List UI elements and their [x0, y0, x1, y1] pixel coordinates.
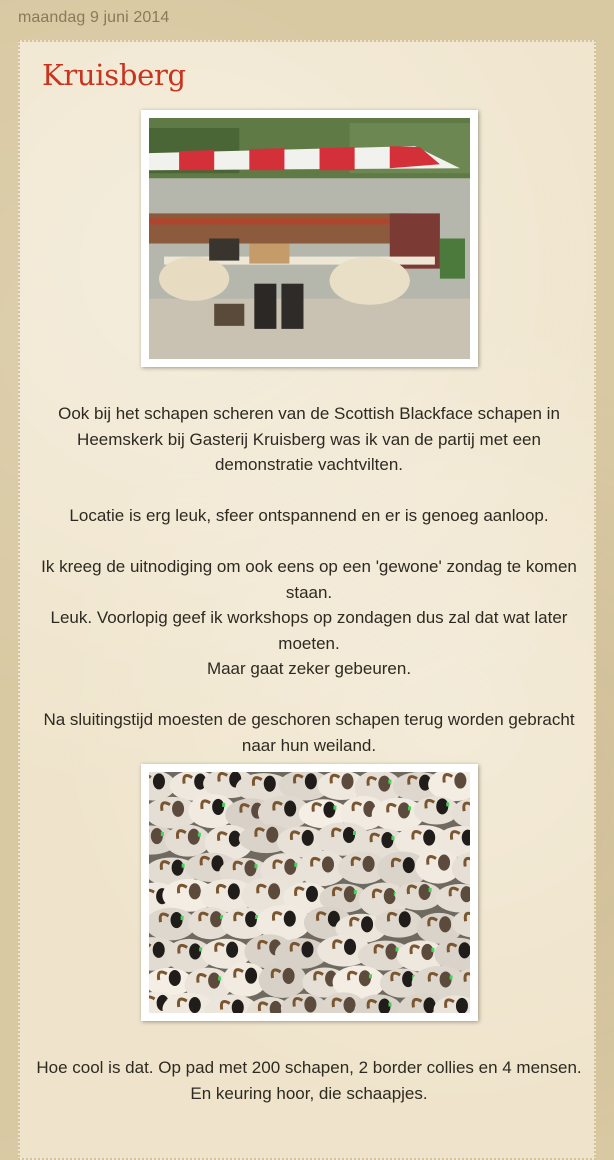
- blog-post: [18, 40, 596, 1160]
- paragraph-will-happen: Maar gaat zeker gebeuren.: [206, 659, 412, 678]
- paragraph-flock-walk: Hoe cool is dat. Op pad met 200 schapen, 2 border collies en 4 mensen.: [36, 1058, 582, 1077]
- flock-of-sheep-photo[interactable]: [141, 764, 478, 1021]
- paragraph-closing-time: Na sluitingstijd moesten de geschoren schapen terug worden gebracht naar hun weiland.: [43, 710, 575, 755]
- post-title[interactable]: Kruisberg: [42, 58, 186, 92]
- post-body-bottom: [34, 1055, 584, 1106]
- paragraph-workshops: Leuk. Voorlopig geef ik workshops op zondagen dus zal dat wat later moeten.: [50, 608, 568, 653]
- paragraph-invitation: Ik kreeg de uitnodiging om ook eens op een 'gewone' zondag te komen staan.: [41, 557, 577, 602]
- post-body-top: [34, 401, 584, 758]
- paragraph-inspection: En keuring hoor, die schaapjes.: [190, 1083, 428, 1103]
- paragraph-demonstration: Ook bij het schapen scheren van de Scottish Blackface schapen in Heemskerk bij Gasterij Kruisberg was ik van de partij met een demonstratie vachtvilten.: [58, 404, 560, 474]
- date-header: maandag 9 juni 2014: [18, 9, 170, 26]
- market-stall-photo[interactable]: [141, 110, 478, 367]
- market-stall-image: [149, 118, 470, 359]
- sheep-flock-image: [149, 772, 470, 1013]
- paragraph-location: Locatie is erg leuk, sfeer ontspannend en er is genoeg aanloop.: [69, 506, 549, 525]
